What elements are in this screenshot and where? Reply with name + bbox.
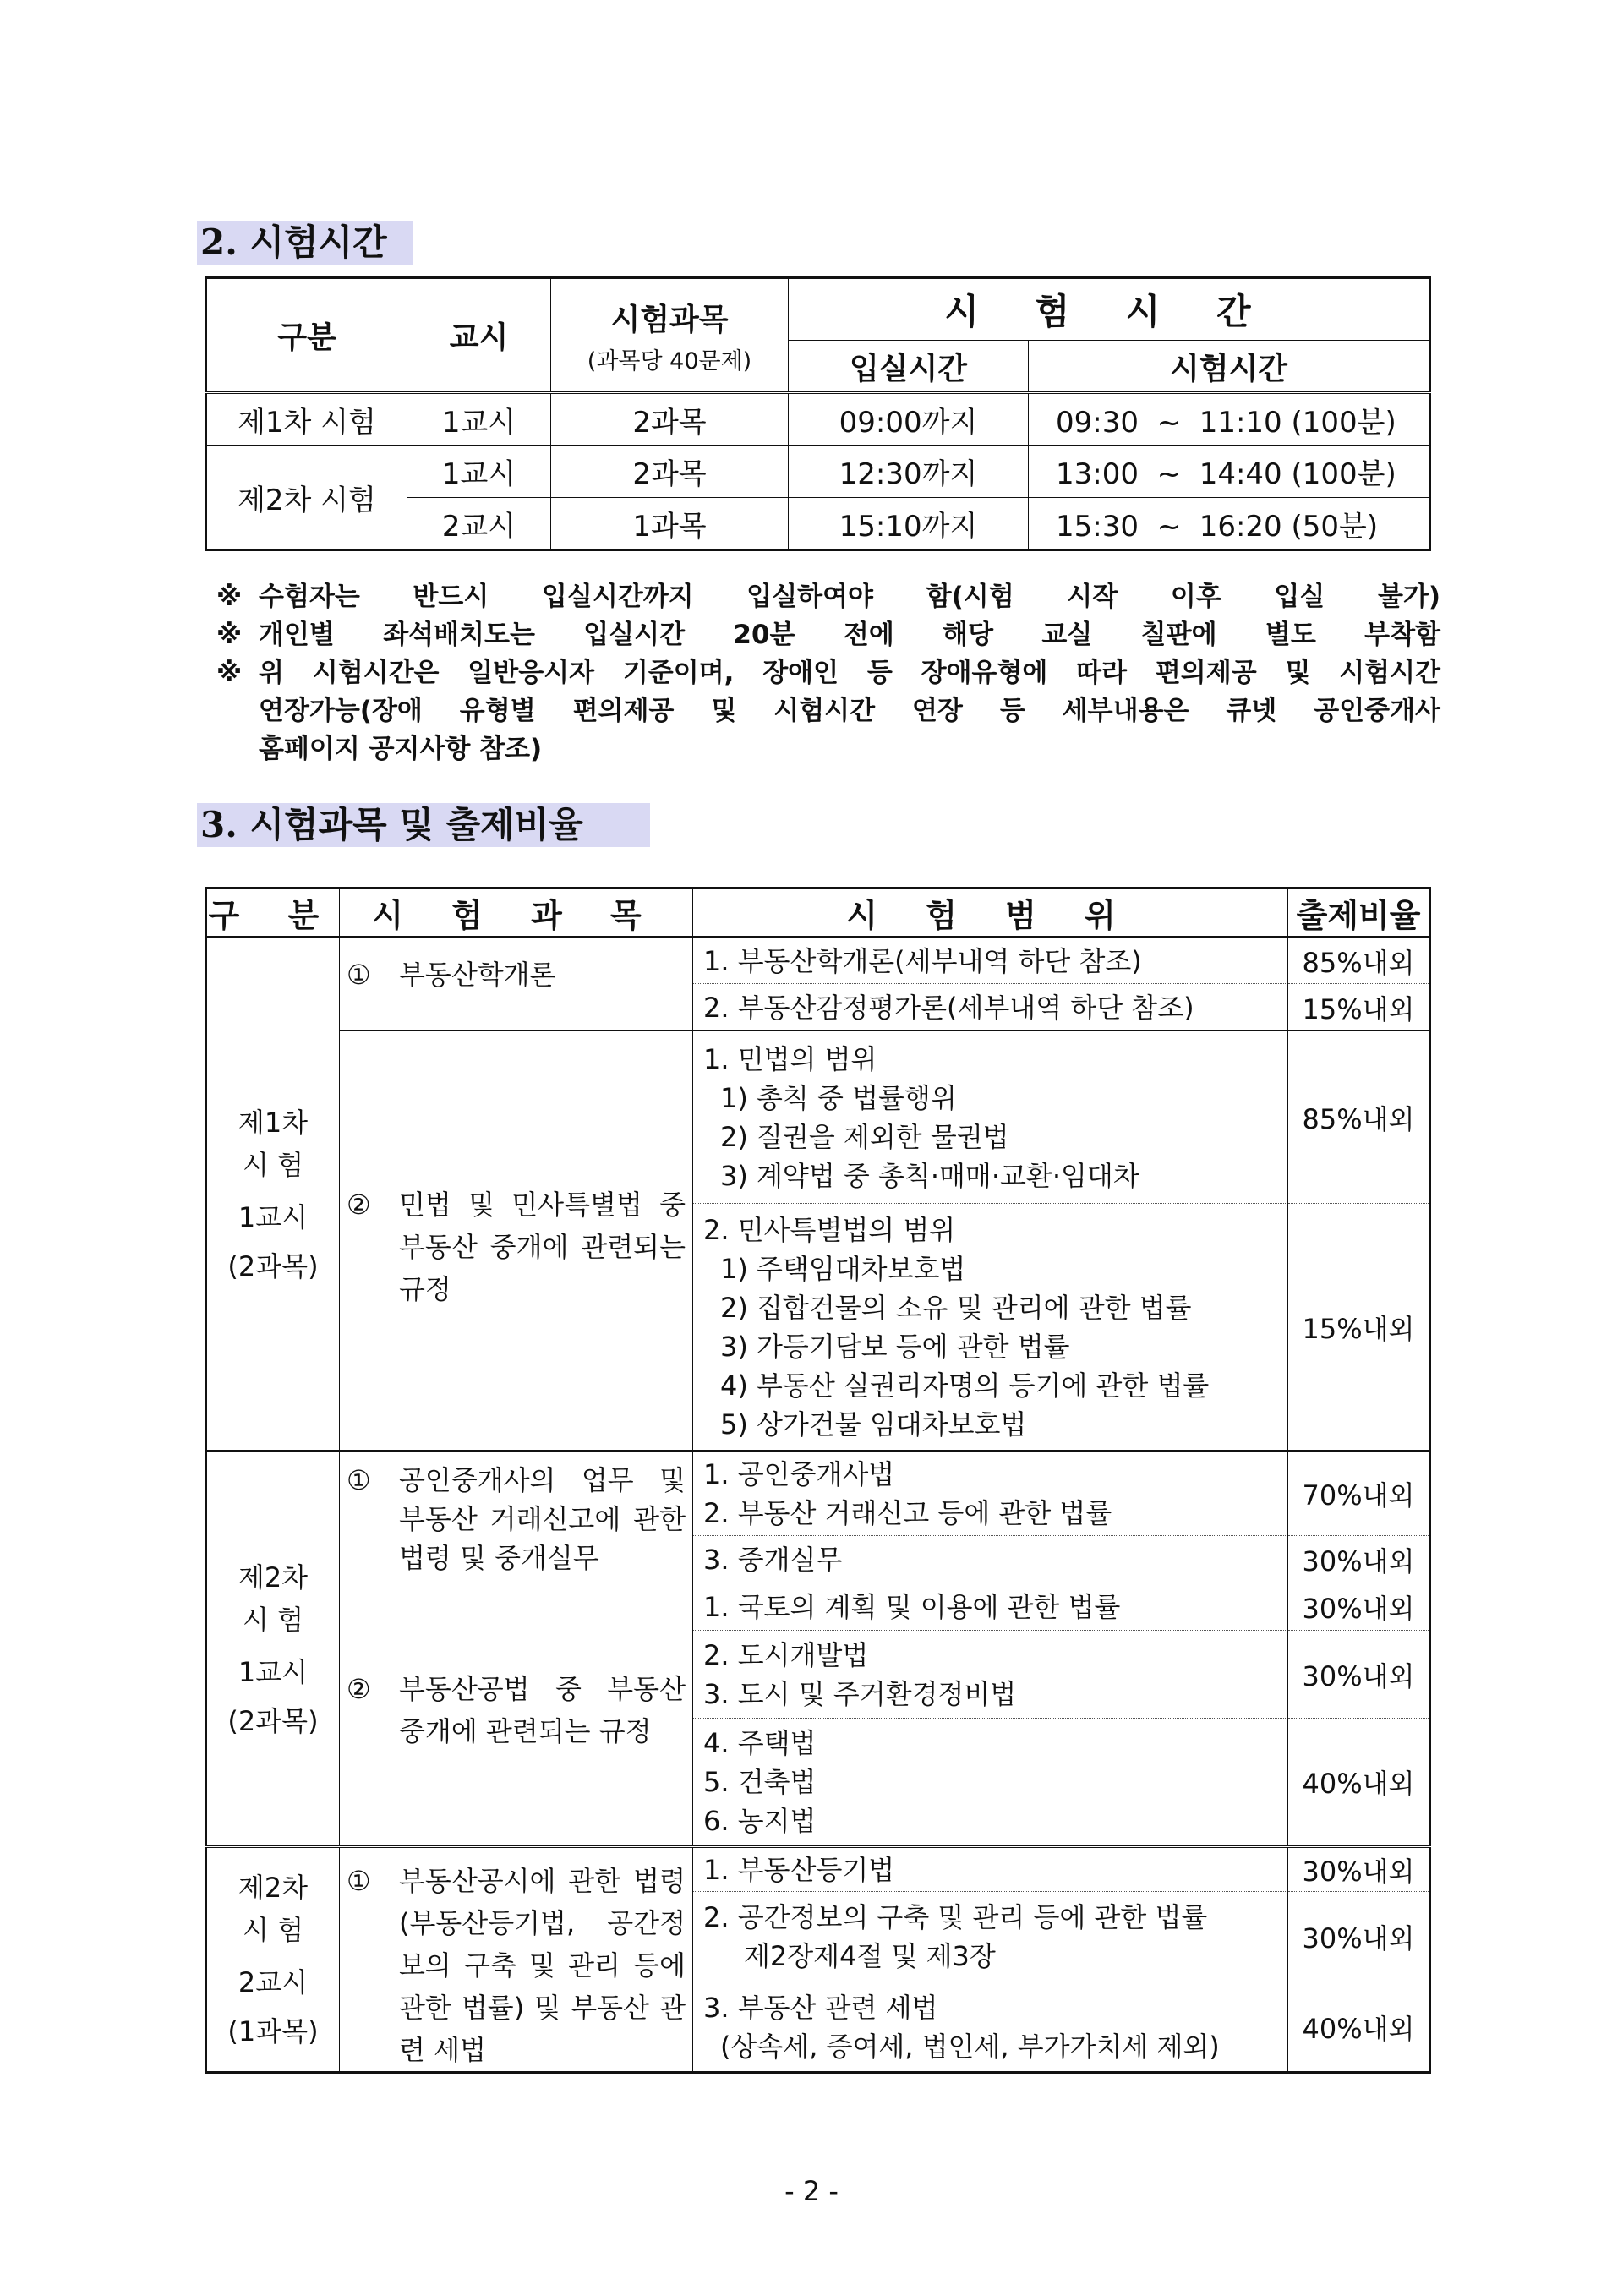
note-text: 수험자는 반드시 입실시간까지 입실하여야 함(시험 시작 이후 입실 불가): [259, 582, 1440, 612]
row-subjects: 2과목: [551, 446, 789, 498]
scope-line: 3) 가등기담보 등에 관한 법률: [720, 1330, 1070, 1363]
note-text: 연장가능(장애 유형별 편의제공 및 시험시간 연장 등 세부내용은 큐넷 공인중개사: [259, 696, 1440, 726]
row-period: 2교시: [407, 498, 551, 550]
ratio-cell: 40%내외: [1288, 1982, 1430, 2073]
scope-line: 6. 농지법: [703, 1805, 817, 1837]
scope-line: 2) 질권을 제외한 물권법: [720, 1120, 1009, 1153]
group-label-line: 2교시: [238, 1966, 309, 1998]
ratio-cell: 30%내외: [1288, 1631, 1430, 1719]
header-entry-time: 입실시간: [789, 341, 1029, 393]
group-label-line: 제2차: [238, 1561, 309, 1594]
scope-line: 5. 건축법: [703, 1766, 817, 1798]
scope-line: 1) 총칙 중 법률행위: [720, 1081, 957, 1114]
scope-cell: 1. 국토의 계획 및 이용에 관한 법률: [693, 1583, 1288, 1631]
exam-notes: [216, 578, 1440, 768]
subject-name: 부동산공법 중 부동산 중개에 관련되는 규정: [399, 1673, 686, 1747]
scope-cell: 2. 부동산감정평가론(세부내역 하단 참조): [693, 984, 1288, 1031]
row-entry: 12:30까지: [789, 446, 1029, 498]
row-time: 13:00 ~ 14:40 (100분): [1029, 446, 1430, 498]
header-category: 구 분: [206, 888, 340, 938]
note-text: 위 시험시간은 일반응시자 기준이며, 장애인 등 장애유형에 따라 편의제공 및 시험시간: [259, 658, 1440, 688]
header-test-time: 시험시간: [1029, 341, 1430, 393]
ratio-cell: 40%내외: [1288, 1719, 1430, 1847]
header-period: 교시: [407, 278, 551, 393]
group-label-line: 1교시: [238, 1200, 309, 1233]
scope-cell: [693, 1031, 1288, 1204]
section-3-heading: 3. 시험과목 및 출제비율: [197, 803, 650, 847]
note-mark: ※: [216, 620, 243, 650]
group-2-label: [206, 1451, 340, 1847]
scope-cell: [693, 1451, 1288, 1536]
row-subjects: 2과목: [551, 393, 789, 446]
table-row: [206, 938, 1430, 984]
row-entry: 15:10까지: [789, 498, 1029, 550]
group-label-line: 시 험: [243, 1148, 303, 1181]
ratio-cell: 70%내외: [1288, 1451, 1430, 1536]
table-row: [206, 1583, 1430, 1631]
subject-name: 부동산학개론: [399, 959, 556, 991]
subject-cell: [340, 1451, 693, 1583]
note-text: 개인별 좌석배치도는 입실시간 20분 전에 해당 교실 칠판에 별도 부착함: [259, 620, 1440, 650]
group-3-label: [206, 1847, 340, 2073]
scope-cell: [693, 1892, 1288, 1982]
row-time: 15:30 ~ 16:20 (50분): [1029, 498, 1430, 550]
subject-number: ②: [347, 1673, 371, 1705]
note-mark: ※: [216, 658, 243, 688]
group-1-label: [206, 938, 340, 1451]
table-row: [206, 1031, 1430, 1204]
table-row: [206, 1451, 1430, 1536]
scope-cell: [693, 1719, 1288, 1847]
header-ratio: 출제비율: [1288, 888, 1430, 938]
subject-name: 공인중개사의 업무 및 부동산 거래신고에 관한 법령 및 중개실무: [399, 1464, 686, 1574]
subject-number: ①: [347, 1464, 371, 1496]
subject-cell: [340, 1031, 693, 1451]
subject-number: ②: [347, 1189, 371, 1221]
scope-line: 2. 공간정보의 구축 및 관리 등에 관한 법률: [703, 1901, 1208, 1934]
subject-name: 민법 및 민사특별법 중 부동산 중개에 관련되는 규정: [399, 1189, 686, 1305]
scope-cell: 1. 부동산학개론(세부내역 하단 참조): [693, 938, 1288, 984]
row-period: 1교시: [407, 446, 551, 498]
note-3-cont: [216, 730, 1440, 768]
scope-cell: 3. 중개실무: [693, 1536, 1288, 1583]
scope-line: 2. 부동산 거래신고 등에 관한 법률: [703, 1497, 1112, 1529]
subject-cell: [340, 1847, 693, 2073]
ratio-cell: 30%내외: [1288, 1847, 1430, 1892]
row-subjects: 1과목: [551, 498, 789, 550]
scope-cell: [693, 1631, 1288, 1719]
scope-line: 2) 집합건물의 소유 및 관리에 관한 법률: [720, 1291, 1192, 1324]
note-mark: ※: [216, 582, 243, 612]
scope-line: 1. 민법의 범위: [703, 1042, 877, 1075]
scope-line: 3. 도시 및 주거환경정비법: [703, 1677, 1017, 1710]
scope-line: 제2장제4절 및 제3장: [744, 1940, 996, 1973]
row-category: 제1차 시험: [206, 393, 407, 446]
header-scope: 시 험 범 위: [693, 888, 1288, 938]
header-exam-time: 시 험 시 간: [789, 278, 1430, 341]
ratio-cell: 30%내외: [1288, 1892, 1430, 1982]
scope-line: 1. 공인중개사법: [703, 1458, 895, 1490]
scope-cell: [693, 1982, 1288, 2073]
header-subject-label: 시험과목: [610, 302, 729, 337]
row-category: 제2차 시험: [206, 446, 407, 550]
exam-subject-table: [205, 887, 1431, 2074]
group-label-line: 제2차: [238, 1872, 309, 1904]
row-entry: 09:00까지: [789, 393, 1029, 446]
group-label-line: (2과목): [227, 1704, 319, 1737]
group-label-line: (1과목): [227, 2015, 319, 2047]
note-text: 홈페이지 공지사항 참조): [259, 734, 543, 764]
header-category: 구분: [206, 278, 407, 393]
header-subject: [551, 278, 789, 393]
table-row: [206, 393, 1430, 446]
header-subject: 시 험 과 목: [340, 888, 693, 938]
note-3: [216, 654, 1440, 692]
header-subject-note: (과목당 40문제): [587, 347, 752, 374]
scope-line: 5) 상가건물 임대차보호법: [720, 1408, 1027, 1440]
table-row: [206, 446, 1430, 498]
ratio-cell: 85%내외: [1288, 1031, 1430, 1204]
ratio-cell: 85%내외: [1288, 938, 1430, 984]
note-3-cont: [216, 692, 1440, 730]
table-row: [206, 1847, 1430, 1892]
scope-line: 2. 민사특별법의 범위: [703, 1213, 956, 1246]
row-period: 1교시: [407, 393, 551, 446]
section-2-heading: 2. 시험시간: [197, 221, 413, 265]
group-label-line: 제1차: [238, 1106, 309, 1139]
note-2: [216, 616, 1440, 654]
ratio-cell: 30%내외: [1288, 1536, 1430, 1583]
subject-cell: [340, 938, 693, 1031]
group-label-line: (2과목): [227, 1249, 319, 1282]
subject-number: ①: [347, 1865, 371, 1897]
ratio-cell: 15%내외: [1288, 984, 1430, 1031]
group-label-line: 시 험: [243, 1603, 303, 1636]
scope-line: 3) 계약법 중 총칙·매매·교환·임대차: [720, 1159, 1139, 1192]
scope-line: 4) 부동산 실권리자명의 등기에 관한 법률: [720, 1369, 1210, 1402]
group-label-line: 시 험: [243, 1914, 303, 1946]
subject-number: ①: [347, 959, 371, 991]
ratio-cell: 30%내외: [1288, 1583, 1430, 1631]
scope-line: 2. 도시개발법: [703, 1638, 869, 1671]
row-time: 09:30 ~ 11:10 (100분): [1029, 393, 1430, 446]
note-1: [216, 578, 1440, 616]
subject-cell: [340, 1583, 693, 1847]
ratio-cell: 15%내외: [1288, 1204, 1430, 1451]
subject-name: 부동산공시에 관한 법령(부동산등기법, 공간정보의 구축 및 관리 등에 관한 법률) 및 부동산 관련 세법: [399, 1865, 686, 2066]
scope-line: 3. 부동산 관련 세법: [703, 1991, 938, 2024]
scope-line: 1) 주택임대차보호법: [720, 1252, 966, 1285]
page-number: - 2 -: [784, 2175, 839, 2207]
exam-time-table: [205, 276, 1431, 551]
scope-cell: 1. 부동산등기법: [693, 1847, 1288, 1892]
scope-line: 4. 주택법: [703, 1727, 817, 1759]
scope-line: (상속세, 증여세, 법인세, 부가가치세 제외): [720, 2030, 1220, 2063]
scope-cell: [693, 1204, 1288, 1451]
group-label-line: 1교시: [238, 1655, 309, 1688]
